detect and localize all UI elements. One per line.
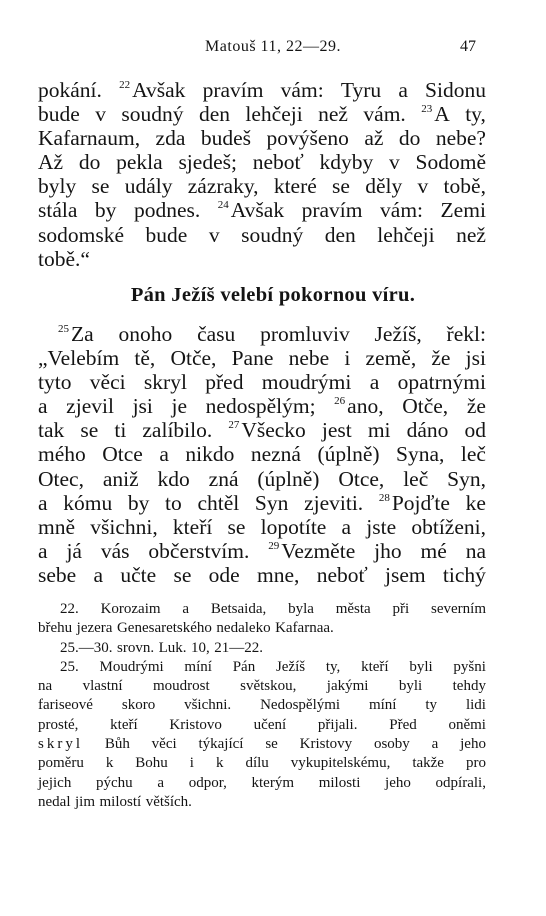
word: já xyxy=(66,538,82,563)
word: k xyxy=(105,755,114,772)
section-heading: Pán Ježíš velebí pokornou víru. xyxy=(130,284,416,306)
word: $^{25}$Za xyxy=(58,322,94,346)
word: byli xyxy=(398,678,423,695)
word: povýšeno xyxy=(266,126,349,151)
text-line xyxy=(38,150,486,174)
word: Kristovy xyxy=(299,736,353,753)
word: skryl xyxy=(38,736,83,753)
word: takže xyxy=(412,755,444,772)
text-line xyxy=(38,639,486,658)
word: a xyxy=(93,562,104,587)
word: do xyxy=(398,126,421,151)
word: Luk. xyxy=(158,639,187,656)
word: milostí xyxy=(99,793,142,810)
text-line xyxy=(38,515,486,539)
word: než xyxy=(456,222,486,247)
word: k xyxy=(215,755,224,772)
body-text-top xyxy=(38,78,486,271)
page-number: 47 xyxy=(460,38,476,55)
word: Pane xyxy=(231,346,274,371)
word: onoho xyxy=(118,322,173,346)
word: nedal xyxy=(38,793,71,810)
word: „Velebím xyxy=(38,346,120,371)
word: $^{23}$A xyxy=(421,102,450,127)
word: budeš xyxy=(200,126,251,151)
word: tyto xyxy=(38,370,72,395)
word: pekla xyxy=(116,150,163,175)
text-line xyxy=(38,102,486,126)
word: Korozaim xyxy=(100,601,161,617)
word: a xyxy=(38,538,48,563)
word: vykupitelskému, xyxy=(290,755,391,772)
word: zjeviti. xyxy=(304,490,364,515)
word: 21—22. xyxy=(214,639,264,656)
word: mé xyxy=(420,538,447,563)
word: řekl: xyxy=(446,322,486,346)
word: jste xyxy=(366,514,397,539)
word: nebe? xyxy=(435,126,486,151)
word: mi xyxy=(367,418,391,443)
word: se xyxy=(265,736,278,753)
word: při xyxy=(392,601,410,617)
word: jest xyxy=(321,418,352,443)
word: jeho xyxy=(460,736,486,753)
word: učení xyxy=(253,716,287,733)
word: neboť xyxy=(316,562,368,587)
word: jakými xyxy=(326,678,369,695)
word: Moudrými xyxy=(99,658,164,675)
verse-number: 27 xyxy=(228,419,240,432)
word: na xyxy=(465,538,486,563)
text-line xyxy=(38,491,486,515)
verse-number: 29 xyxy=(268,539,280,552)
word: nebe xyxy=(288,346,330,371)
word: přijali. xyxy=(317,716,358,733)
word: jezera xyxy=(76,620,113,637)
word: ty, xyxy=(325,658,341,675)
word: Zemi xyxy=(440,198,486,223)
text-line xyxy=(38,619,486,638)
word: ti xyxy=(114,418,127,443)
word: Syn, xyxy=(447,466,486,491)
word: Až xyxy=(38,150,64,175)
word: a xyxy=(157,774,165,791)
word: Otče, xyxy=(170,346,217,371)
word: tobě.“ xyxy=(38,246,90,271)
word: jsi xyxy=(465,346,486,371)
text-line xyxy=(38,174,486,198)
word: odpírali, xyxy=(435,774,486,791)
text-line xyxy=(38,563,486,587)
word: Syn xyxy=(254,490,289,515)
word: promluviv xyxy=(260,322,350,346)
word: že xyxy=(431,346,451,371)
word: soudný xyxy=(241,222,304,247)
word: ke xyxy=(465,490,486,515)
text-line xyxy=(38,716,486,735)
word: by xyxy=(94,198,117,223)
word: Syna, xyxy=(396,442,445,467)
word: kdyby xyxy=(319,150,374,175)
word: v xyxy=(95,102,106,127)
word: které xyxy=(273,174,317,199)
word: $^{27}$Všecko xyxy=(228,418,306,443)
word: zda xyxy=(155,126,186,151)
word: chtěl xyxy=(197,490,240,515)
word: den xyxy=(324,222,356,247)
text-line xyxy=(38,418,486,442)
word: se xyxy=(80,418,99,443)
word: než xyxy=(318,102,348,127)
word: je xyxy=(171,394,188,419)
word: (úplně) xyxy=(317,442,380,467)
word: že xyxy=(466,394,486,419)
word: jeho xyxy=(385,774,411,791)
verse-number: 28 xyxy=(378,491,390,504)
word: občerstvím. xyxy=(148,538,250,563)
text-line xyxy=(38,198,486,222)
running-title: Matouš 11, 22—29. xyxy=(205,38,341,55)
word: Ježíš xyxy=(275,658,306,675)
word: nedospělým; xyxy=(205,394,316,419)
word: Otec, xyxy=(38,466,84,491)
word: Nedospělými xyxy=(260,697,341,714)
text-line xyxy=(38,539,486,563)
word: ode xyxy=(208,562,240,587)
text-line xyxy=(38,370,486,394)
text-line xyxy=(38,394,486,418)
word: Sodomě xyxy=(415,150,486,175)
word: mně xyxy=(38,514,76,539)
verse-number: 24 xyxy=(217,199,229,212)
text-line xyxy=(38,247,486,271)
word: oněmi xyxy=(448,716,486,733)
text-line xyxy=(38,346,486,370)
word: den xyxy=(198,102,230,127)
word: moudrost xyxy=(153,678,210,695)
word: srovn. xyxy=(117,639,155,656)
body-text-bottom xyxy=(38,322,486,587)
word: týkající xyxy=(198,736,244,753)
word: a xyxy=(159,442,169,467)
word: Kafarnaa. xyxy=(275,620,334,637)
word: to xyxy=(165,490,182,515)
word: dílu xyxy=(245,755,269,772)
word: soudný xyxy=(121,102,184,127)
word: Otce, xyxy=(338,466,385,491)
word: 22. xyxy=(60,601,79,617)
word: lehčeji xyxy=(377,222,435,247)
word: vám: xyxy=(380,198,424,223)
word: i xyxy=(344,346,351,371)
word: Sidonu xyxy=(425,78,486,102)
word: 25. xyxy=(60,658,79,675)
word: od xyxy=(464,418,486,443)
word: jim xyxy=(74,793,95,810)
word: Otče, xyxy=(402,394,449,419)
word: a xyxy=(431,736,439,753)
word: opatrnými xyxy=(397,370,486,395)
text-line xyxy=(38,78,486,102)
text-line xyxy=(38,442,486,466)
verse-number: 26 xyxy=(334,395,346,408)
word: odpor, xyxy=(188,774,227,791)
word: času xyxy=(197,322,236,346)
text-line xyxy=(38,126,486,150)
word: do xyxy=(78,150,101,175)
word: tě, xyxy=(134,346,156,371)
word: Betsaida, xyxy=(210,601,267,617)
word: světskou, xyxy=(240,678,297,695)
word: $^{28}$Pojďte xyxy=(378,490,450,515)
word: Bůh xyxy=(104,736,130,753)
word: leč xyxy=(460,442,486,467)
word: (úplně) xyxy=(257,466,320,491)
text-line xyxy=(38,467,486,491)
word: nikdo xyxy=(185,442,235,467)
word: vám: xyxy=(280,78,324,102)
word: nedaleko xyxy=(216,620,271,637)
word: podnes. xyxy=(133,198,201,223)
word: mne, xyxy=(257,562,300,587)
word: sodomské xyxy=(38,222,124,247)
word: míní xyxy=(368,697,397,714)
word: skryl xyxy=(143,370,187,395)
word: tehdy xyxy=(452,678,486,695)
word: Genesaretského xyxy=(116,620,212,637)
word: jsem xyxy=(385,562,426,587)
word: a xyxy=(341,514,352,539)
word: milosti xyxy=(318,774,361,791)
word: sjedeš; xyxy=(178,150,237,175)
word: pro xyxy=(465,755,486,772)
word: a xyxy=(38,394,48,419)
verse-number: 25 xyxy=(58,323,69,335)
word: a xyxy=(398,78,408,102)
text-line xyxy=(38,658,486,677)
word: moudrými xyxy=(261,370,352,395)
word: a xyxy=(38,490,48,515)
word: děly xyxy=(365,174,403,199)
text-line xyxy=(38,677,486,696)
word: kteří xyxy=(172,514,213,539)
word: osoby xyxy=(373,736,410,753)
word: jejich xyxy=(38,774,72,791)
text-line xyxy=(38,696,486,715)
word: kómu xyxy=(63,490,113,515)
text-line xyxy=(38,322,486,346)
word: Ježíš, xyxy=(374,322,422,346)
word: zázraky, xyxy=(187,174,259,199)
word: všichni, xyxy=(90,514,158,539)
word: pravím xyxy=(301,198,363,223)
word: břehu xyxy=(38,620,73,637)
word: pokání. xyxy=(38,78,102,102)
word: Kafarnaum, xyxy=(38,126,141,151)
word: mého xyxy=(38,442,86,467)
word: jsi xyxy=(132,394,153,419)
word: Pán xyxy=(232,658,256,675)
word: byla xyxy=(288,601,314,617)
text-line xyxy=(38,223,486,247)
word: se xyxy=(173,562,192,587)
word: všichni. xyxy=(184,697,232,714)
word: míní xyxy=(184,658,212,675)
word: v xyxy=(389,150,400,175)
word: Kristovo xyxy=(169,716,222,733)
word: bude xyxy=(145,222,188,247)
word: byli xyxy=(409,658,433,675)
word: nezná xyxy=(250,442,301,467)
word: před xyxy=(205,370,244,395)
word: pravím xyxy=(202,78,264,102)
word: bude xyxy=(38,102,80,127)
word: 10, xyxy=(191,639,210,656)
word: tak xyxy=(38,418,65,443)
word: vlastní xyxy=(82,678,123,695)
word: tichý xyxy=(442,562,486,587)
word: $^{26}$ano, xyxy=(334,394,384,419)
word: se xyxy=(332,174,350,199)
word: stála xyxy=(38,198,78,223)
word: se xyxy=(227,514,246,539)
word: poměru xyxy=(38,755,84,772)
word: kteří xyxy=(361,658,389,675)
word: pýchu xyxy=(96,774,133,791)
word: i xyxy=(189,755,194,772)
word: učte xyxy=(120,562,157,587)
verse-number: 22 xyxy=(119,79,131,91)
word: kdo xyxy=(157,466,190,491)
word: kterým xyxy=(251,774,295,791)
word: větších. xyxy=(145,793,192,810)
word: města xyxy=(335,601,371,617)
word: by xyxy=(127,490,150,515)
word: dáno xyxy=(406,418,449,443)
word: prosté, xyxy=(38,716,79,733)
word: až xyxy=(364,126,384,151)
verse-number: 23 xyxy=(421,103,433,116)
word: 25.—30. xyxy=(60,639,113,656)
word: $^{24}$Avšak xyxy=(217,198,285,223)
word: byly xyxy=(38,174,77,199)
word: tobě, xyxy=(443,174,486,199)
text-line xyxy=(38,754,486,773)
word: leč xyxy=(403,466,429,491)
word: $^{22}$Avšak xyxy=(119,78,186,102)
word: lidi xyxy=(465,697,486,714)
word: země, xyxy=(365,346,417,371)
text-line xyxy=(38,735,486,754)
word: sebe xyxy=(38,562,77,587)
word: kteří xyxy=(110,716,138,733)
word: a xyxy=(369,370,380,395)
word: aniž xyxy=(102,466,139,491)
word: zalíbilo. xyxy=(142,418,213,443)
word: $^{29}$Vezměte xyxy=(268,538,356,563)
word: a xyxy=(182,601,190,617)
word: severním xyxy=(431,601,486,617)
page-header xyxy=(0,38,546,62)
word: Tyru xyxy=(340,78,382,102)
word: vás xyxy=(100,538,130,563)
word: fariseové xyxy=(38,697,93,714)
word: Otce xyxy=(102,442,143,467)
word: Bohu xyxy=(135,755,168,772)
text-line xyxy=(38,600,486,619)
word: ty, xyxy=(465,102,486,127)
word: Před xyxy=(389,716,417,733)
word: v xyxy=(208,222,220,247)
word: na xyxy=(38,678,53,695)
word: udály xyxy=(124,174,173,199)
word: vám. xyxy=(363,102,406,127)
word: v xyxy=(417,174,429,199)
footnotes xyxy=(38,600,486,812)
word: věci xyxy=(151,736,177,753)
word: jho xyxy=(374,538,402,563)
word: lehčeji xyxy=(245,102,303,127)
word: věci xyxy=(89,370,126,395)
word: pyšni xyxy=(453,658,486,675)
word: se xyxy=(91,174,110,199)
text-line xyxy=(38,793,486,812)
text-line xyxy=(38,774,486,793)
word: zjevil xyxy=(66,394,114,419)
word: ty xyxy=(425,697,438,714)
word: lopotíte xyxy=(260,514,327,539)
word: skoro xyxy=(121,697,156,714)
word: neboť xyxy=(252,150,304,175)
word: zná xyxy=(208,466,239,491)
word: obtíženi, xyxy=(411,514,486,539)
